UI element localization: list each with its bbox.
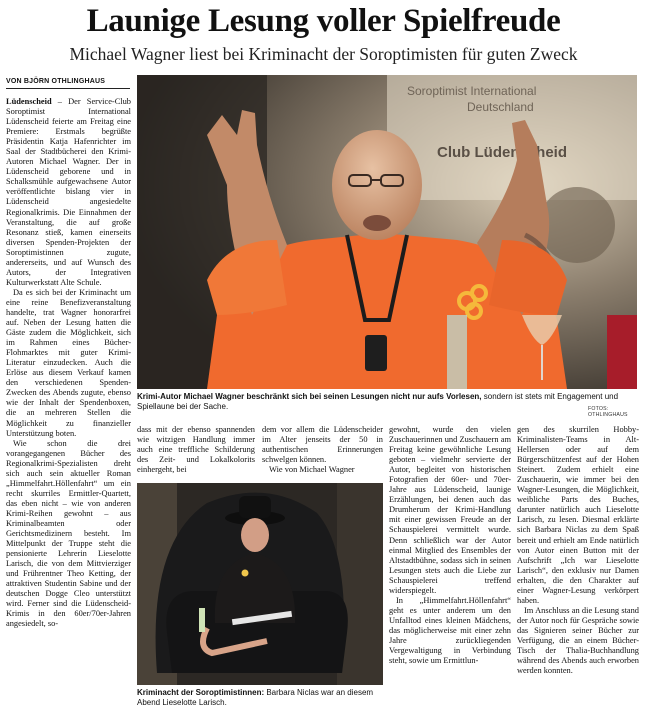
byline: VON BJÖRN OTHLINGHAUS xyxy=(6,78,106,85)
main-photo xyxy=(137,75,637,389)
paragraph: Im Anschluss an die Lesung stand der Autor noch für Gespräche sowie das Signieren seiner Bücher zur Verfügung, die an einem Bücher-Tisch der Thalia-Buchhandlung während des Abends auch erworben werden konnten. xyxy=(517,605,639,676)
dateline-location: Lüdenscheid xyxy=(6,97,52,106)
column-3 xyxy=(262,425,383,477)
paragraph: Da es sich bei der Kriminacht um eine reine Benefizveranstaltung handelte, trat Wagner honorarfrei auf. Neben der Lesung hatten die Gäste zudem die Möglichkeit, sich im Rahmen eines Bücher-Flohmarktes mit guter Krimi-Literatur einzudecken. Auch die Erlöse aus diesem Verkauf kamen den verschiedenen Spenden-Zwecken des Abends zugute, ebenso wie der Inhalt der Spendenboxen, die an mehreren Stellen die Möglichkeit zu finanzieller Unterstützung boten. xyxy=(6,287,131,438)
paragraph: gen des skurrilen Hobby-Kriminalisten-Teams in Alt-Hellersen oder auf dem Bürgerschützenfest auf der Hohen Steinert. Zudem erhielt eine Zuschauerin, wie immer bei den Wagner-Lesungen, die Möglichkeit, weibliche Parts des Buches, darunter natürlich auch Lieselotte Larisch, zu lesen. Diesmal erklärte sich Barbara Niclas zu dem Spaß bereit und erhielt am Ende natürlich von Autor einen Button mit der Aufschrift „Ich war Lieselotte Larisch“, den exklusiv nur Damen erhalten, die den Charakter auf einer Wagner-Lesung verkörpert haben. xyxy=(517,425,639,605)
byline-rule xyxy=(6,88,130,89)
column-5 xyxy=(517,425,639,715)
banner-text-2: Deutschland xyxy=(467,100,534,114)
reader-image xyxy=(137,483,383,685)
subheadline: Michael Wagner liest bei Kriminacht der Soroptimisten für guten Zweck xyxy=(69,44,578,64)
caption-lead: Kriminacht der Soroptimistinnen: xyxy=(137,688,265,697)
author-reading-image xyxy=(137,75,637,389)
paragraph: dem vor allem die Lüdenscheider im Alter jenseits der 50 in authentischen Erinnerungen schwelgen können. xyxy=(262,425,383,465)
banner-text-3: Club Lüdenscheid xyxy=(437,144,568,161)
intro-text: – Der Service-Club Soroptimist International Lüdenscheid feierte am Freitag eine Premiere: Erstmals begrüßte Präsidentin Katja Hafenrichter im Saal der Stadtbücherei den Krimi-Autoren Michael Wagner. Der in Lüdenscheid geborene und in Schalksmühle aufgewachsene Autor veröffentlichte bislang vier in Lüdenscheid angesiedelte Regionalkrimis. Die Einnahmen der Veranstaltung, die auf große Resonanz stieß, kamen einerseits diversen Spenden-Projekten der Soroptimistinnen zugute, andererseits, und auf Wunsch des Autors, der Integrativen Kulturwerkstatt Alte Schule. xyxy=(6,97,131,287)
caption-lead: Krimi-Autor Michael Wagner beschränkt sich bei seinen Lesungen nicht nur aufs Vorlesen, xyxy=(137,392,482,401)
paragraph: Wie von Michael Wagner xyxy=(269,465,355,475)
headline: Launige Lesung voller Spielfreude xyxy=(86,3,561,39)
main-photo-caption xyxy=(137,392,637,411)
paragraph: Wie schon die drei vorangegangenen Bücher des Regionalkrimi-Spezialisten dreht sich auch sein aktueller Roman „Himmelfahrt.Höllenfahrt“ um ein recht skurriles Ermittler-Quartett, das eben nicht – wie von anderen Krimi-Reihen gewohnt – aus Kriminalbeamten oder Gerichtsmedizinern besteht. Im Mittelpunkt der Truppe steht die pensionierte Lehrerin Lieselotte Larisch, die von dem Mittvierziger und Frührentner Theo Ketting, der attraktiven Studentin Sabine und der deutschen Dogge Cleo unterstützt wird. Ferner sind die Lüdenscheid-Krimis in den 60er/70er-Jahren angesiedelt, so- xyxy=(6,438,131,629)
photo-credit: FOTOS: OTHLINGHAUS xyxy=(588,406,628,418)
caption-text: sondern ist stets mit Engagement und Spiellaune bei der Sache. xyxy=(137,392,619,411)
column-1 xyxy=(6,97,131,713)
second-photo xyxy=(137,483,383,685)
paragraph: dass mit der ebenso spannenden wie witzigen Handlung immer auch eine treffliche Schilderung des Zeit- und Lokalkolorits einhergeht, bei xyxy=(137,425,255,475)
second-photo-caption xyxy=(137,688,383,707)
column-4 xyxy=(389,425,511,715)
banner-text-1: Soroptimist International xyxy=(407,84,537,98)
paragraph: In „Himmelfahrt.Höllenfahrt“ geht es unter anderem um den Unfalltod eines kleinen Mädchens, das möglicherweise mit einer zehn Jahre zurückliegenden Vergewaltigung in Verbindung steht, sowie um Ermittlun- xyxy=(389,595,511,666)
paragraph-intro xyxy=(6,97,131,288)
paragraph: gewohnt, wurde den vielen Zuschauerinnen und Zuschauern am Freitag keine gewöhnliche Lesung geboten – vielmehr servierte der Autor, begleitet von historischen Fotografien der 60er- und 70er- Jahre aus Lüdenscheid, launige Erzählungen, bei denen auch das Drumherum der Krimi-Handlung mit einer gewissen Freude an der Schauspielerei vermittelt wurde. Denn schließlich war der Autor einmal Mitglied des Ensembles der Altstadtbühne, sodass sich in seinen Lesungen stets auch die Liebe zur Schauspielerei treffend widerspiegelt. xyxy=(389,425,511,595)
caption-text: Barbara Niclas war an diesem Abend Lieselotte Larisch. xyxy=(137,688,374,707)
column-2 xyxy=(137,425,255,477)
